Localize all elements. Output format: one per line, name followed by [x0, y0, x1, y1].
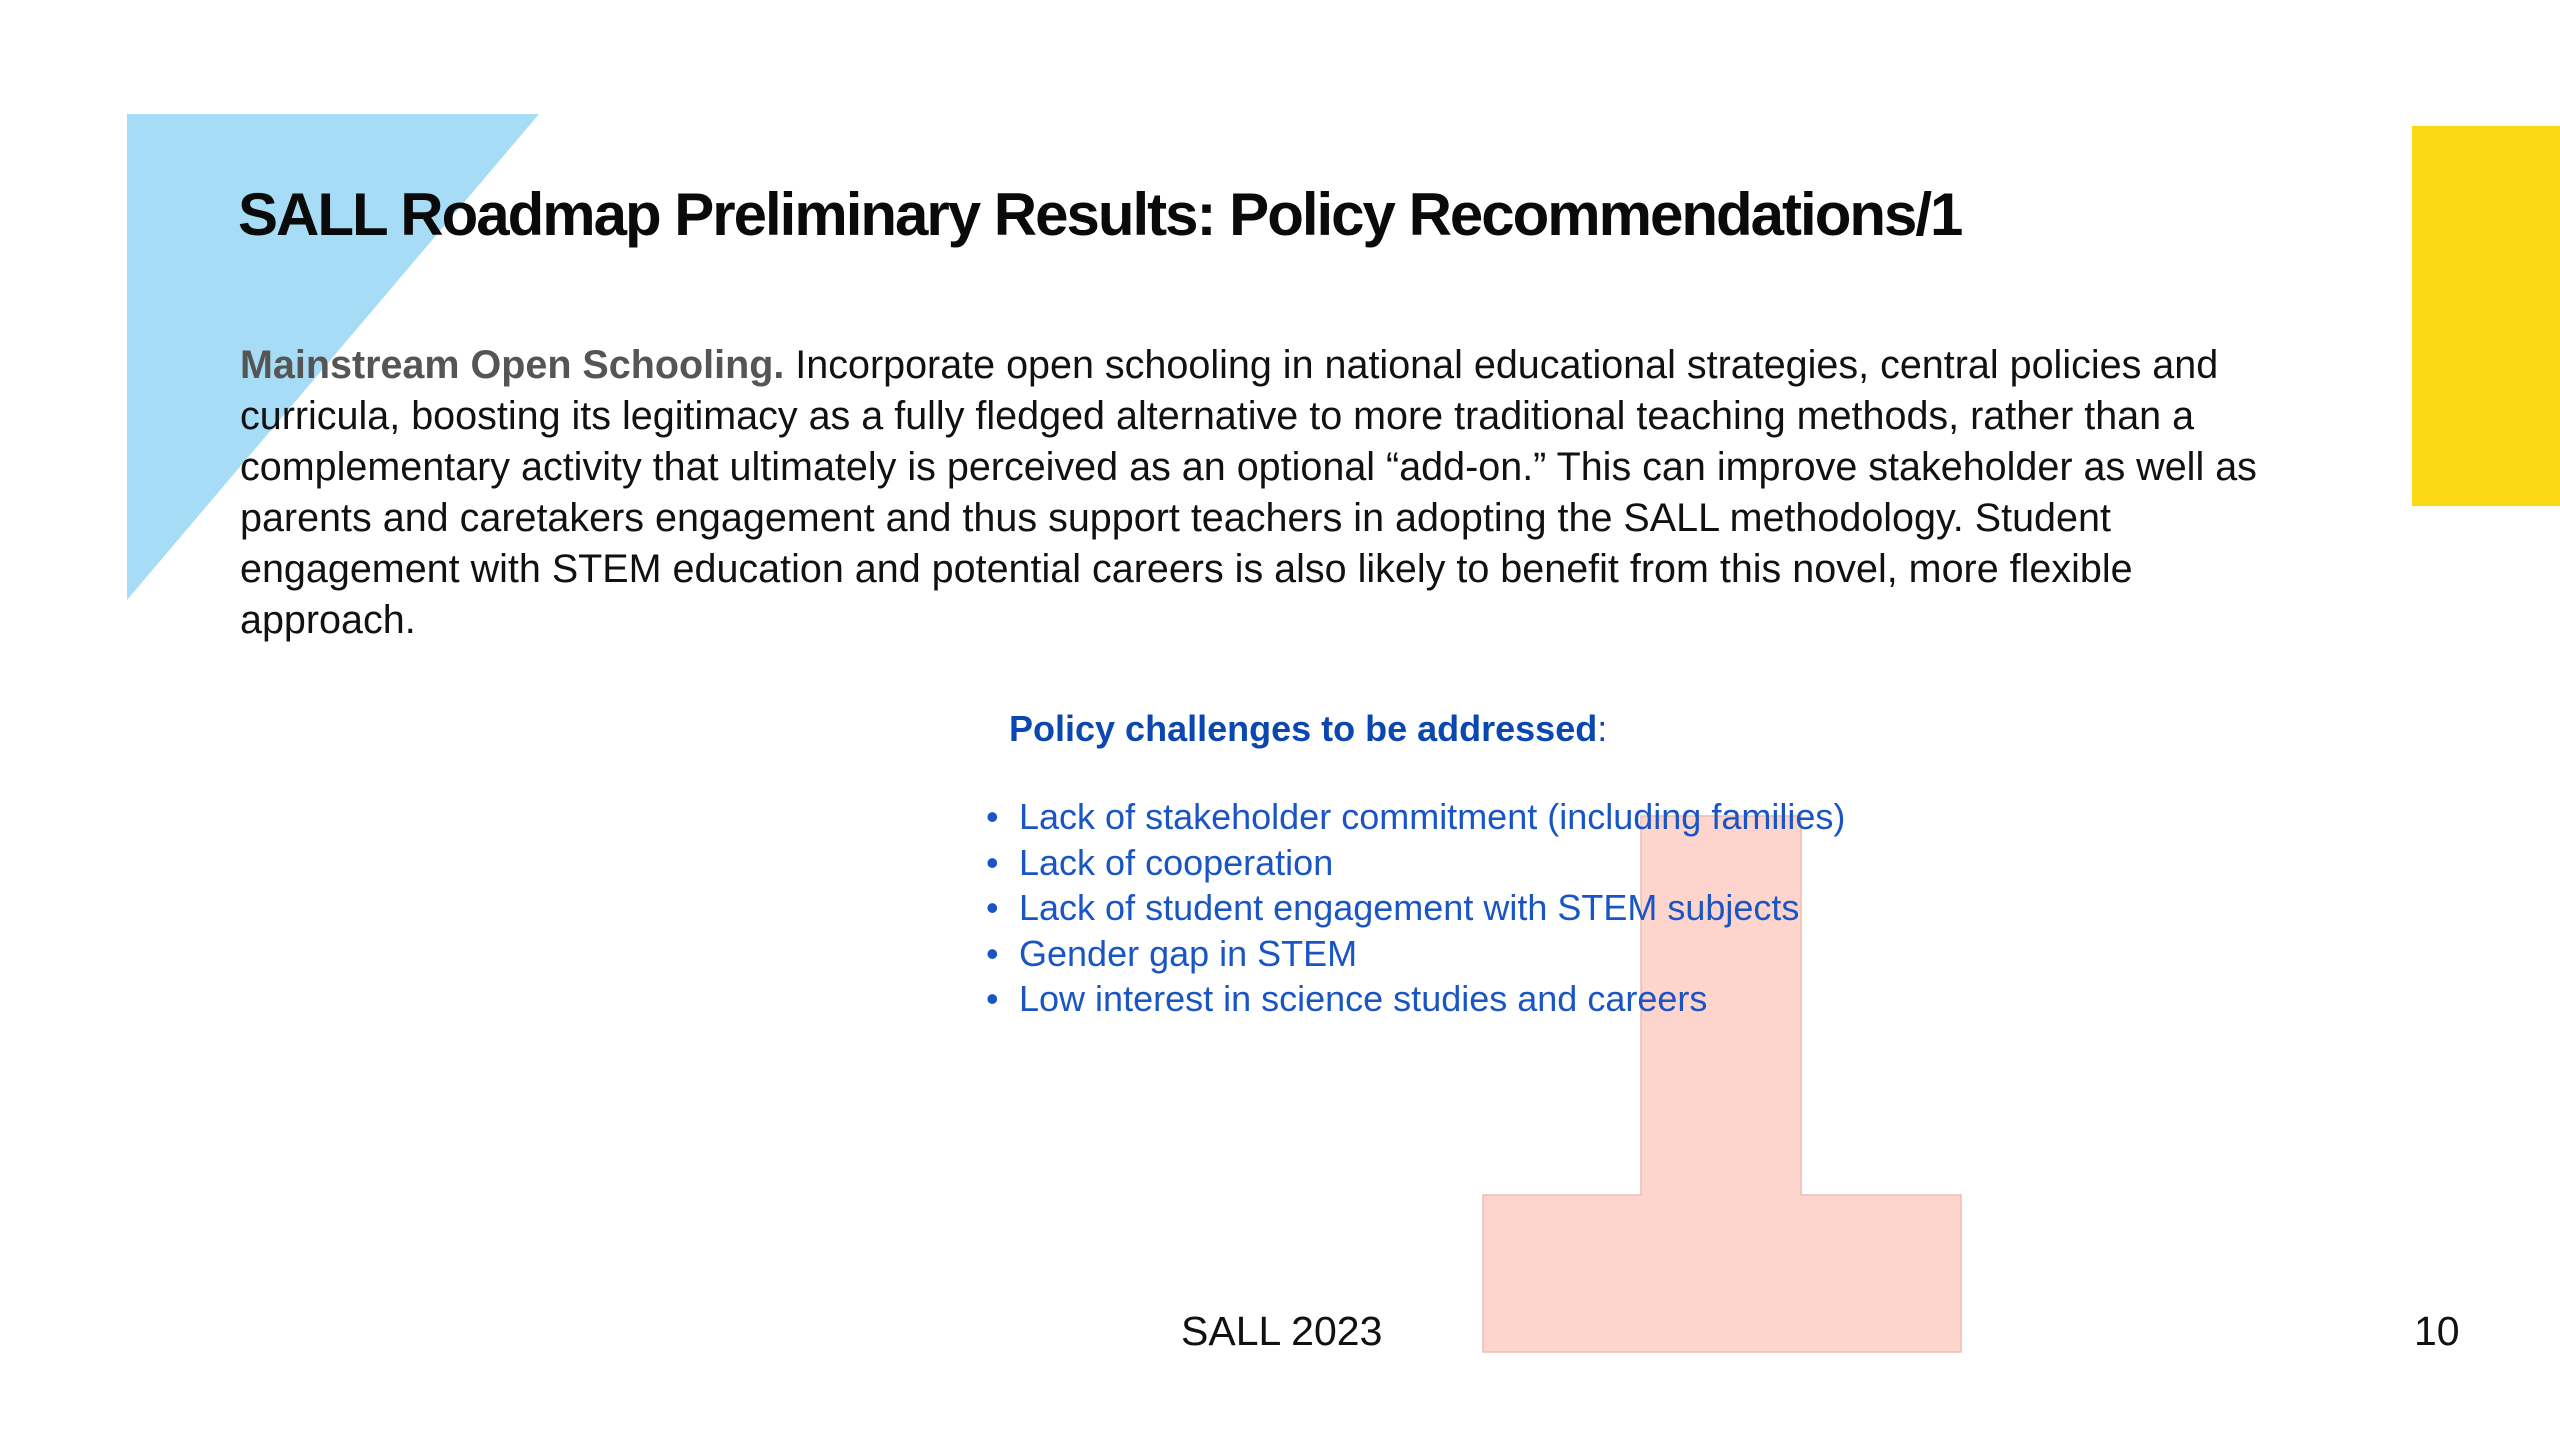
list-item-text: Low interest in science studies and careers	[1019, 978, 1708, 1019]
page-number: 10	[2414, 1308, 2460, 1354]
slide-title: SALL Roadmap Preliminary Results: Policy Recommendations/1	[238, 181, 1962, 248]
list-item-text: Lack of cooperation	[1019, 841, 1334, 883]
yellow-bar-decoration	[2412, 126, 2560, 506]
bullet-icon: •	[986, 887, 999, 928]
bullet-icon: •	[986, 978, 999, 1019]
bullet-icon: •	[986, 932, 999, 974]
challenges-list	[986, 794, 1845, 1022]
list-item	[986, 976, 1845, 1022]
challenges-heading-text: Policy challenges to be addressed	[1009, 708, 1598, 749]
list-item	[986, 885, 1845, 931]
challenges-heading	[1009, 708, 1607, 750]
body-text: Incorporate open schooling in national educational strategies, central policies and curricula, boosting its legitimacy as a fully fledged alternative to more traditional teaching methods, rather than a complementary activity that ultimately is perceived as an optional “add-on.” This can improve stakeholder as well as parents and caretakers engagement and thus support teachers in adopting the SALL methodology. Student engagement with STEM education and potential careers is also likely to benefit from this novel, more flexible approach.	[240, 343, 2257, 642]
list-item-text: Lack of student engagement with STEM subjects	[1019, 887, 1800, 928]
footer-text: SALL 2023	[1181, 1308, 1383, 1354]
bullet-icon: •	[986, 796, 999, 837]
body-paragraph	[240, 340, 2290, 646]
list-item	[986, 931, 1845, 977]
bullet-icon: •	[986, 841, 999, 883]
challenges-heading-colon: :	[1597, 708, 1608, 749]
list-item	[986, 794, 1845, 840]
list-item-text: Gender gap in STEM	[1019, 932, 1358, 974]
list-item-text: Lack of stakeholder commitment (including families)	[1019, 796, 1846, 837]
body-lead: Mainstream Open Schooling.	[240, 343, 785, 387]
list-item	[986, 840, 1845, 886]
